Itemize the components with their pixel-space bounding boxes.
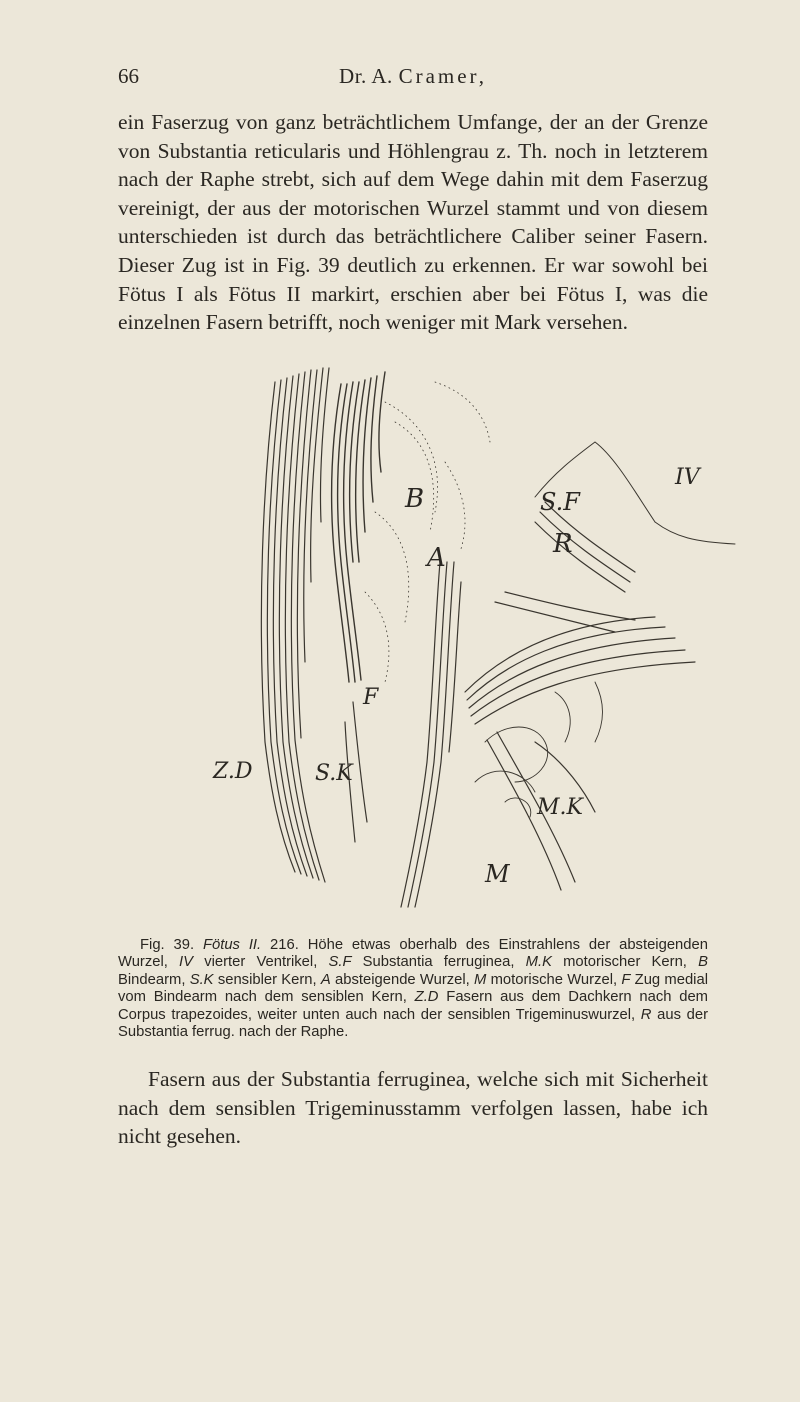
caption-key-mk: M.K bbox=[525, 954, 552, 971]
caption-key-b: B bbox=[698, 954, 708, 971]
author-prefix: Dr. A. bbox=[339, 64, 393, 88]
figure-caption bbox=[118, 937, 708, 1041]
running-header bbox=[118, 58, 708, 98]
caption-source: Fötus II. bbox=[202, 937, 262, 953]
author-name: Cramer, bbox=[398, 64, 487, 88]
caption-def-a: absteigende Wurzel, bbox=[335, 971, 470, 988]
label-A: A bbox=[427, 543, 446, 573]
label-B: B bbox=[405, 484, 425, 514]
caption-key-sf: S.F bbox=[328, 954, 352, 971]
caption-text-1: Höhe etwas oberhalb des Einstrahlens der absteigenden Wurzel, bbox=[118, 937, 708, 971]
caption-def-sf: Substantia ferruginea, bbox=[362, 954, 515, 971]
stippled-gray-matter bbox=[365, 382, 490, 682]
fiber-bundle-left bbox=[261, 368, 329, 882]
running-title bbox=[118, 64, 708, 89]
caption-def-f: Zug medial vom Bindearm nach dem sensiblen Kern, bbox=[118, 971, 708, 1006]
caption-def-m: motorische Wurzel, bbox=[490, 971, 618, 988]
caption-key-sk: S.K bbox=[189, 971, 214, 988]
motor-root-fibers bbox=[465, 502, 695, 724]
caption-def-r: aus der Substantia ferrug. nach der Raphe. bbox=[118, 1006, 708, 1041]
caption-def-b: Bindearm, bbox=[118, 971, 186, 988]
label-IV: IV bbox=[675, 465, 700, 490]
caption-key-f: F bbox=[621, 971, 631, 988]
paragraph-2 bbox=[118, 1065, 708, 1151]
label-F: F bbox=[363, 685, 379, 710]
caption-key-iv: IV bbox=[179, 954, 194, 971]
caption-key-m: M bbox=[474, 971, 487, 988]
fiber-bundle-bindearm bbox=[332, 372, 385, 682]
page-number: 66 bbox=[118, 64, 139, 88]
caption-def-iv: vierter Ventrikel, bbox=[204, 954, 318, 971]
paragraph-1: ein Faserzug von ganz beträchtlichem Umfange, der an der Grenze von Substantia reticularis und Höhlengrau z. Th. noch in letzterem nach der Raphe strebt, sich auf dem Wege dahin mit dem Faserzug vereinigt, der aus der motorischen Wurzel stammt und von diesem unterschieden ist durch das beträchtlichere Caliber seiner Fasern. Dieser Zug ist in Fig. 39 deutlich zu erkennen. Er war sowohl bei Fötus I als Fötus II markirt, erschien aber bei Fötus I, was die einzelnen Fasern betrifft, noch weniger mit Mark versehen. bbox=[118, 110, 708, 335]
figure-39 bbox=[213, 362, 755, 922]
caption-def-sk: sensibler Kern, bbox=[217, 971, 317, 988]
label-SF: S.F bbox=[540, 488, 580, 516]
caption-def-zd: Fasern aus dem Dachkern nach dem Corpus trapezoides, weiter unten auch nach der sensiblen Trigeminuswurzel, bbox=[118, 989, 709, 1023]
caption-key-a: A bbox=[320, 971, 331, 988]
label-SK: S.K bbox=[315, 761, 353, 786]
descending-root bbox=[401, 562, 461, 907]
label-M: M bbox=[485, 860, 510, 888]
label-R: R bbox=[553, 529, 573, 559]
brainstem-section-illustration bbox=[213, 362, 755, 922]
caption-fig-label: Fig. 39. bbox=[140, 937, 195, 953]
caption-key-r: R bbox=[640, 1006, 652, 1023]
label-ZD: Z.D bbox=[213, 759, 253, 784]
caption-key-zd: Z.D bbox=[414, 989, 439, 1006]
caption-number: 216. bbox=[270, 937, 299, 953]
caption-def-mk: motorischer Kern, bbox=[563, 954, 687, 971]
paragraph-2-text: Fasern aus der Substantia ferruginea, welche sich mit Sicherheit nach dem sensiblen Trigeminusstamm verfolgen lassen, habe ich nicht gesehen. bbox=[118, 1067, 708, 1149]
label-MK: M.K bbox=[537, 795, 583, 820]
